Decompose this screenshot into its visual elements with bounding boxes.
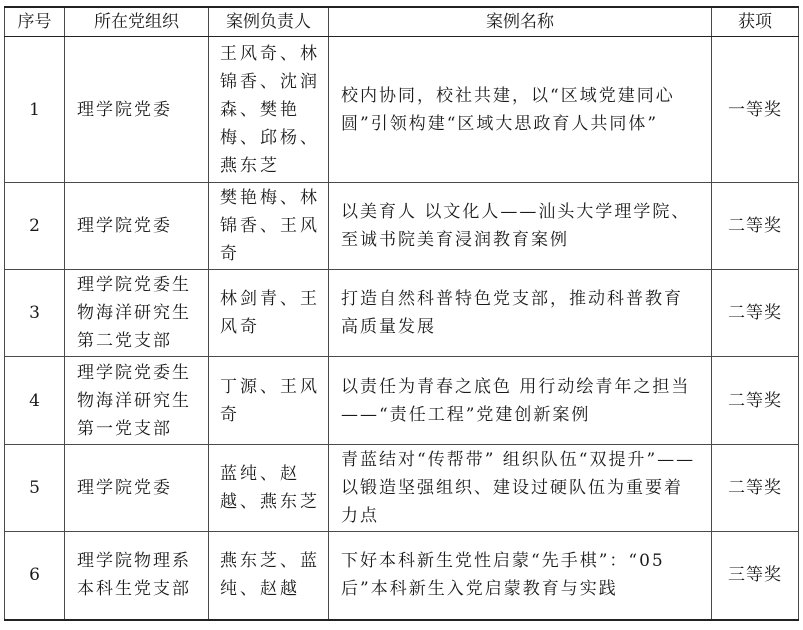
row-award: 一等奖 [712, 37, 799, 183]
row-org: 理学院党委 [65, 445, 209, 532]
row-index: 6 [5, 532, 65, 620]
row-org: 理学院党委 [65, 183, 209, 270]
header-index: 序号 [5, 7, 65, 37]
table-row [5, 270, 799, 357]
row-award: 二等奖 [712, 270, 799, 357]
row-case-name: 下好本科新生党性启蒙“先手棋”：“05后”本科新生入党启蒙教育与实践 [329, 532, 712, 620]
row-leader: 林剑青、王风奇 [209, 270, 329, 357]
row-leader: 樊艳梅、林锦香、王风奇 [209, 183, 329, 270]
row-org: 理学院党委 [65, 37, 209, 183]
row-index: 1 [5, 37, 65, 183]
row-award: 二等奖 [712, 445, 799, 532]
row-org: 理学院物理系本科生党支部 [65, 532, 209, 620]
row-index: 4 [5, 357, 65, 445]
awards-table [4, 6, 799, 621]
row-org: 理学院党委生物海洋研究生第一党支部 [65, 357, 209, 445]
header-row [5, 7, 799, 37]
row-award: 二等奖 [712, 357, 799, 445]
header-org: 所在党组织 [65, 7, 209, 37]
row-org: 理学院党委生物海洋研究生第二党支部 [65, 270, 209, 357]
row-case-name: 打造自然科普特色党支部，推动科普教育高质量发展 [329, 270, 712, 357]
row-case-name: 以责任为青春之底色 用行动绘青年之担当——“责任工程”党建创新案例 [329, 357, 712, 445]
table-row [5, 183, 799, 270]
row-leader: 蓝纯、赵越、燕东芝 [209, 445, 329, 532]
table-row [5, 445, 799, 532]
table-row [5, 37, 799, 183]
row-award: 二等奖 [712, 183, 799, 270]
table-row [5, 532, 799, 620]
header-award: 获项 [712, 7, 799, 37]
row-index: 5 [5, 445, 65, 532]
row-leader: 燕东芝、蓝纯、赵越 [209, 532, 329, 620]
row-case-name: 校内协同，校社共建，以“区域党建同心圆”引领构建“区域大思政育人共同体” [329, 37, 712, 183]
row-index: 2 [5, 183, 65, 270]
row-case-name: 以美育人 以文化人——汕头大学理学院、至诚书院美育浸润教育案例 [329, 183, 712, 270]
header-name: 案例名称 [329, 7, 712, 37]
table-row [5, 357, 799, 445]
row-case-name: 青蓝结对“传帮带” 组织队伍“双提升”——以锻造坚强组织、建设过硬队伍为重要着力点 [329, 445, 712, 532]
header-leader: 案例负责人 [209, 7, 329, 37]
row-leader: 王风奇、林锦香、沈润森、樊艳梅、邱杨、燕东芝 [209, 37, 329, 183]
row-leader: 丁源、王风奇 [209, 357, 329, 445]
row-award: 三等奖 [712, 532, 799, 620]
row-index: 3 [5, 270, 65, 357]
